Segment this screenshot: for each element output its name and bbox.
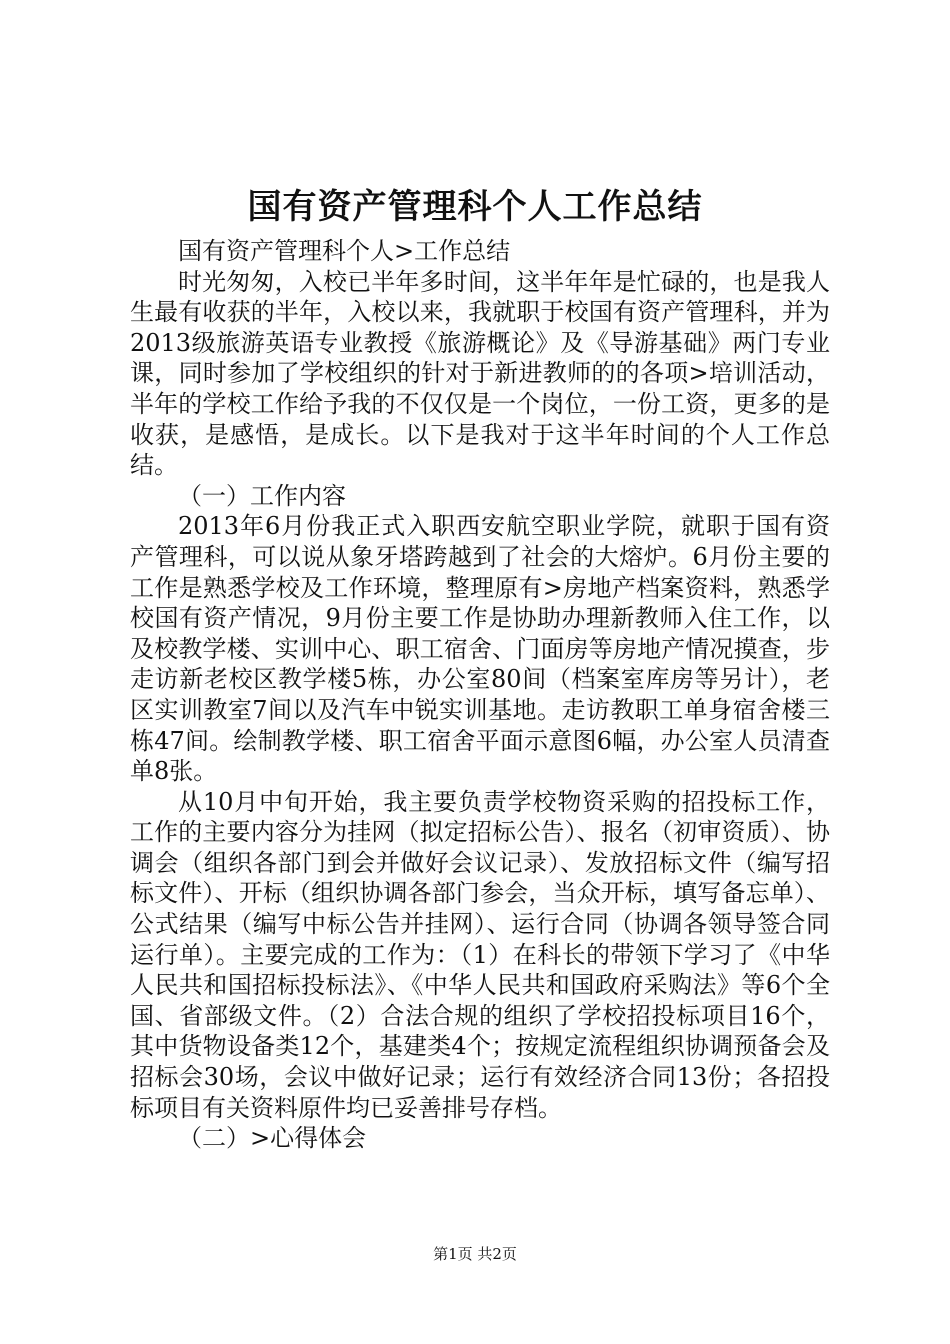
page-footer: 第1页 共2页 [433,1245,517,1263]
work-content-paragraph-1: 2013年6月份我正式入职西安航空职业学院，就职于国有资产管理科，可以说从象牙塔跨越到了社会的大熔炉。6月份主要的工作是熟悉学校及工作环境，整理原有>房地产档案资料，熟悉学校国有资产情况，9月份主要工作是协助办理新教师入住工作，以及校教学楼、实训中心、职工宿舍、门面房等房地产情况摸查，步走访新老校区教学楼5栋，办公室80间（档案室库房等另计），老区实训教室7间以及汽车中锐实训基地。走访教职工单身宿舍楼三栋47间。绘制教学楼、职工宿舍平面示意图6幅，办公室人员清查单8张。 [130,512,830,786]
subtitle-line: 国有资产管理科个人>工作总结 [178,237,511,265]
document-body [130,236,830,1154]
document-title: 国有资产管理科个人工作总结 [247,187,703,227]
intro-paragraph: 时光匆匆，入校已半年多时间，这半年年是忙碌的，也是我人生最有收获的半年，入校以来，我就职于校国有资产管理科，并为2013级旅游英语专业教授《旅游概论》及《导游基础》两门专业课，同时参加了学校组织的针对于新进教师的的各项>培训活动，半年的学校工作给予我的不仅仅是一个岗位，一份工资，更多的是收获，是感悟，是成长。以下是我对于这半年时间的个人工作总结。 [130,267,830,480]
work-content-paragraph-2: 从10月中旬开始，我主要负责学校物资采购的招投标工作，工作的主要内容分为挂网（拟定招标公告）、报名（初审资质）、协调会（组织各部门到会并做好会议记录）、发放招标文件（编写招标文件）、开标（组织协调各部门参会，当众开标，填写备忘单）、公式结果（编写中标公告并挂网）、运行合同（协调各领导签合同运行单）。主要完成的工作为：（1）在科长的带领下学习了《中华人民共和国招标投标法》、《中华人民共和国政府采购法》等6个全国、省部级文件。（2）合法合规的组织了学校招投标项目16个，其中货物设备类12个，基建类4个；按规定流程组织协调预备会及招标会30场，会议中做好记录；运行有效经济合同13份；各招投标项目有关资料原件均已妥善排号存档。 [130,787,830,1122]
section-heading-experience: （二）>心得体会 [178,1124,367,1153]
section-heading-work-content: （一）工作内容 [178,481,346,510]
